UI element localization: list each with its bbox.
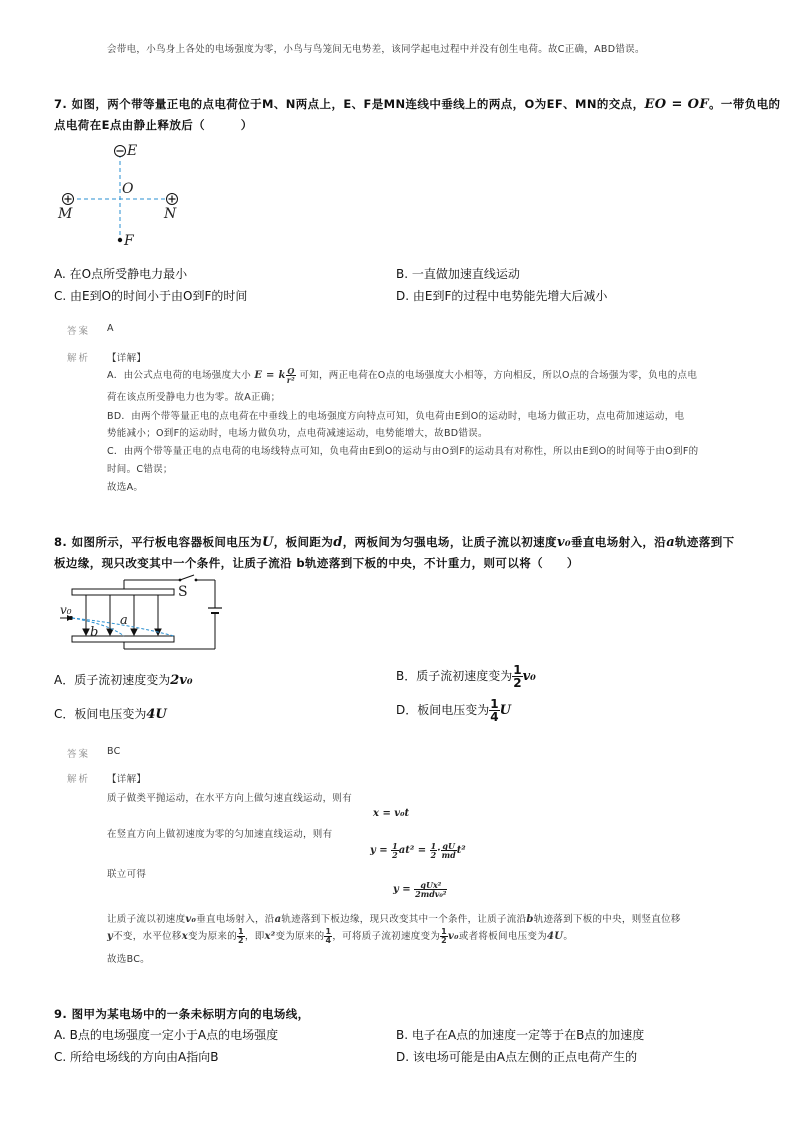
- q9-stem: 9. 图甲为某电场中的一条未标明方向的电场线，: [54, 1007, 310, 1021]
- q8-analysis-label: 解析: [67, 774, 91, 785]
- q8-analysis-line6: 故选BC。: [107, 954, 150, 965]
- q7-detail-heading: 【详解】: [107, 353, 147, 364]
- q7-option-d: D. 由E到F的过程中电势能先增大后减小: [396, 289, 608, 303]
- q7-analysis-line7: 故选A。: [107, 482, 144, 493]
- q8-formula-combined: y = $\frac{\text{qUx²}}{\text{2mdv₀²}}$: [393, 880, 447, 899]
- q8-option-c: C．板间电压变为4U: [54, 707, 167, 722]
- q8-option-d: D．板间电压变为 $\frac{1}{4}$ U: [396, 697, 511, 724]
- q8-option-a: A．质子流初速度变为2v₀: [54, 673, 193, 688]
- q7-analysis-line3: BD．由两个带等量正电的点电荷在中垂线上的电场强度方向特点可知，负电荷由E到O的运动时，电场力做正功，点电荷加速运动，电: [107, 411, 685, 422]
- label-f: F: [124, 233, 134, 249]
- lower-plate: [72, 636, 174, 642]
- q9-option-a: A. B点的电场强度一定小于A点的电场强度: [54, 1028, 279, 1042]
- label-o: O: [122, 181, 134, 197]
- q7-analysis-line4: 势能减小；O到F的运动时，电场力做负功，点电荷减速运动，电势能增大，故BD错误。: [107, 428, 488, 439]
- label-v0: v₀: [60, 603, 72, 617]
- q7-option-b: B. 一直做加速直线运动: [396, 267, 520, 281]
- q7-analysis-label: 解析: [67, 353, 91, 364]
- q9-option-b: B. 电子在A点的加速度一定等于在B点的加速度: [396, 1028, 645, 1042]
- label-m: M: [58, 206, 73, 222]
- point-f: [118, 238, 122, 242]
- label-b: b: [90, 625, 99, 640]
- q7-answer-label: 答案: [67, 326, 91, 337]
- label-s: S: [178, 584, 188, 600]
- q8-stem-line1: 8. 如图所示，平行板电容器板间电压为U，板间距为d，两板间为匀强电场，让质子流以初速度v₀垂直电场射入，沿a轨迹落到下: [54, 535, 735, 550]
- q9-option-d: D. 该电场可能是由A点左侧的正点电荷产生的: [396, 1050, 638, 1064]
- label-n: N: [164, 206, 177, 222]
- q7-analysis-line2: 荷在该点所受静电力也为零。故A正确；: [107, 392, 281, 403]
- q8-analysis-line3: 联立可得: [107, 869, 147, 880]
- q7-option-a: A. 在O点所受静电力最小: [54, 267, 188, 281]
- q7-analysis-line1: A．由公式点电荷的电场强度大小 E = k $\frac{Q}{\text{r²}}$ 可知，两正电荷在O点的电场强度大小相等，方向相反，所以O点的合场强为零，负电的点电: [107, 366, 698, 385]
- label-e: E: [127, 143, 138, 159]
- q9-option-c: C. 所给电场线的方向由A指向B: [54, 1050, 219, 1064]
- q7-option-c: C. 由E到O的时间小于由O到F的时间: [54, 289, 248, 303]
- q8-answer: BC: [107, 746, 121, 757]
- q7-stem-line1: 7. 如图，两个带等量正电的点电荷位于M、N两点上，E、F是MN连线中垂线上的两点，O为EF、MN的交点，EO = OF。一带负电的: [54, 97, 781, 112]
- switch-s: [180, 575, 194, 580]
- q8-stem-line2: 板边缘，现只改变其中一个条件，让质子流沿 b轨迹落到下板的中央，不计重力，则可以将（ ）: [54, 556, 579, 570]
- q8-detail-heading: 【详解】: [107, 774, 147, 785]
- q7-charge-diagram: [52, 138, 192, 258]
- q8-option-b: B．质子流初速度变为 $\frac{1}{2}$ v₀: [396, 663, 536, 690]
- q8-formula-x: x = v₀t: [373, 808, 410, 819]
- q8-analysis-line4: 让质子流以初速度v₀垂直电场射入，沿a轨迹落到下板边缘，现只改变其中一个条件，让质子流沿b轨迹落到下板的中央，则竖直位移: [107, 914, 681, 925]
- q8-answer-label: 答案: [67, 749, 91, 760]
- upper-plate: [72, 589, 174, 595]
- q8-analysis-line1: 质子做类平抛运动，在水平方向上做匀速直线运动，则有: [107, 793, 353, 804]
- q8-analysis-line2: 在竖直方向上做初速度为零的匀加速直线运动，则有: [107, 829, 333, 840]
- q8-formula-y: y = $\frac{1}{2}$ at² = $\frac{1}{2}$ · $\frac{qU}{md}$ t²: [370, 841, 466, 860]
- label-a: a: [120, 613, 128, 628]
- q7-answer: A: [107, 323, 114, 334]
- q7-analysis-line6: 时间。C错误；: [107, 464, 173, 475]
- q7-analysis-line5: C．由两个带等量正电的点电荷的电场线特点可知，负电荷由E到O的运动与由O到F的运动具有对称性，所以由E到O的时间等于由O到F的: [107, 446, 699, 457]
- q8-analysis-line5: y不变，水平位移x变为原来的 $\frac{1}{2}$ ，即x²变为原来的 $\frac{1}{4}$ ，可将质子流初速度变为 $\frac{1}{2}$ v₀或者将板间电压变为4U。: [107, 927, 574, 945]
- previous-answer-tail: 会带电，小鸟身上各处的电场强度为零，小鸟与鸟笼间无电势差，该同学起电过程中并没有创生电荷。故C正确，ABD错误。: [107, 44, 645, 55]
- q8-capacitor-diagram: [58, 574, 228, 654]
- q7-stem-line2: 点电荷在E点由静止释放后（ ）: [54, 118, 253, 132]
